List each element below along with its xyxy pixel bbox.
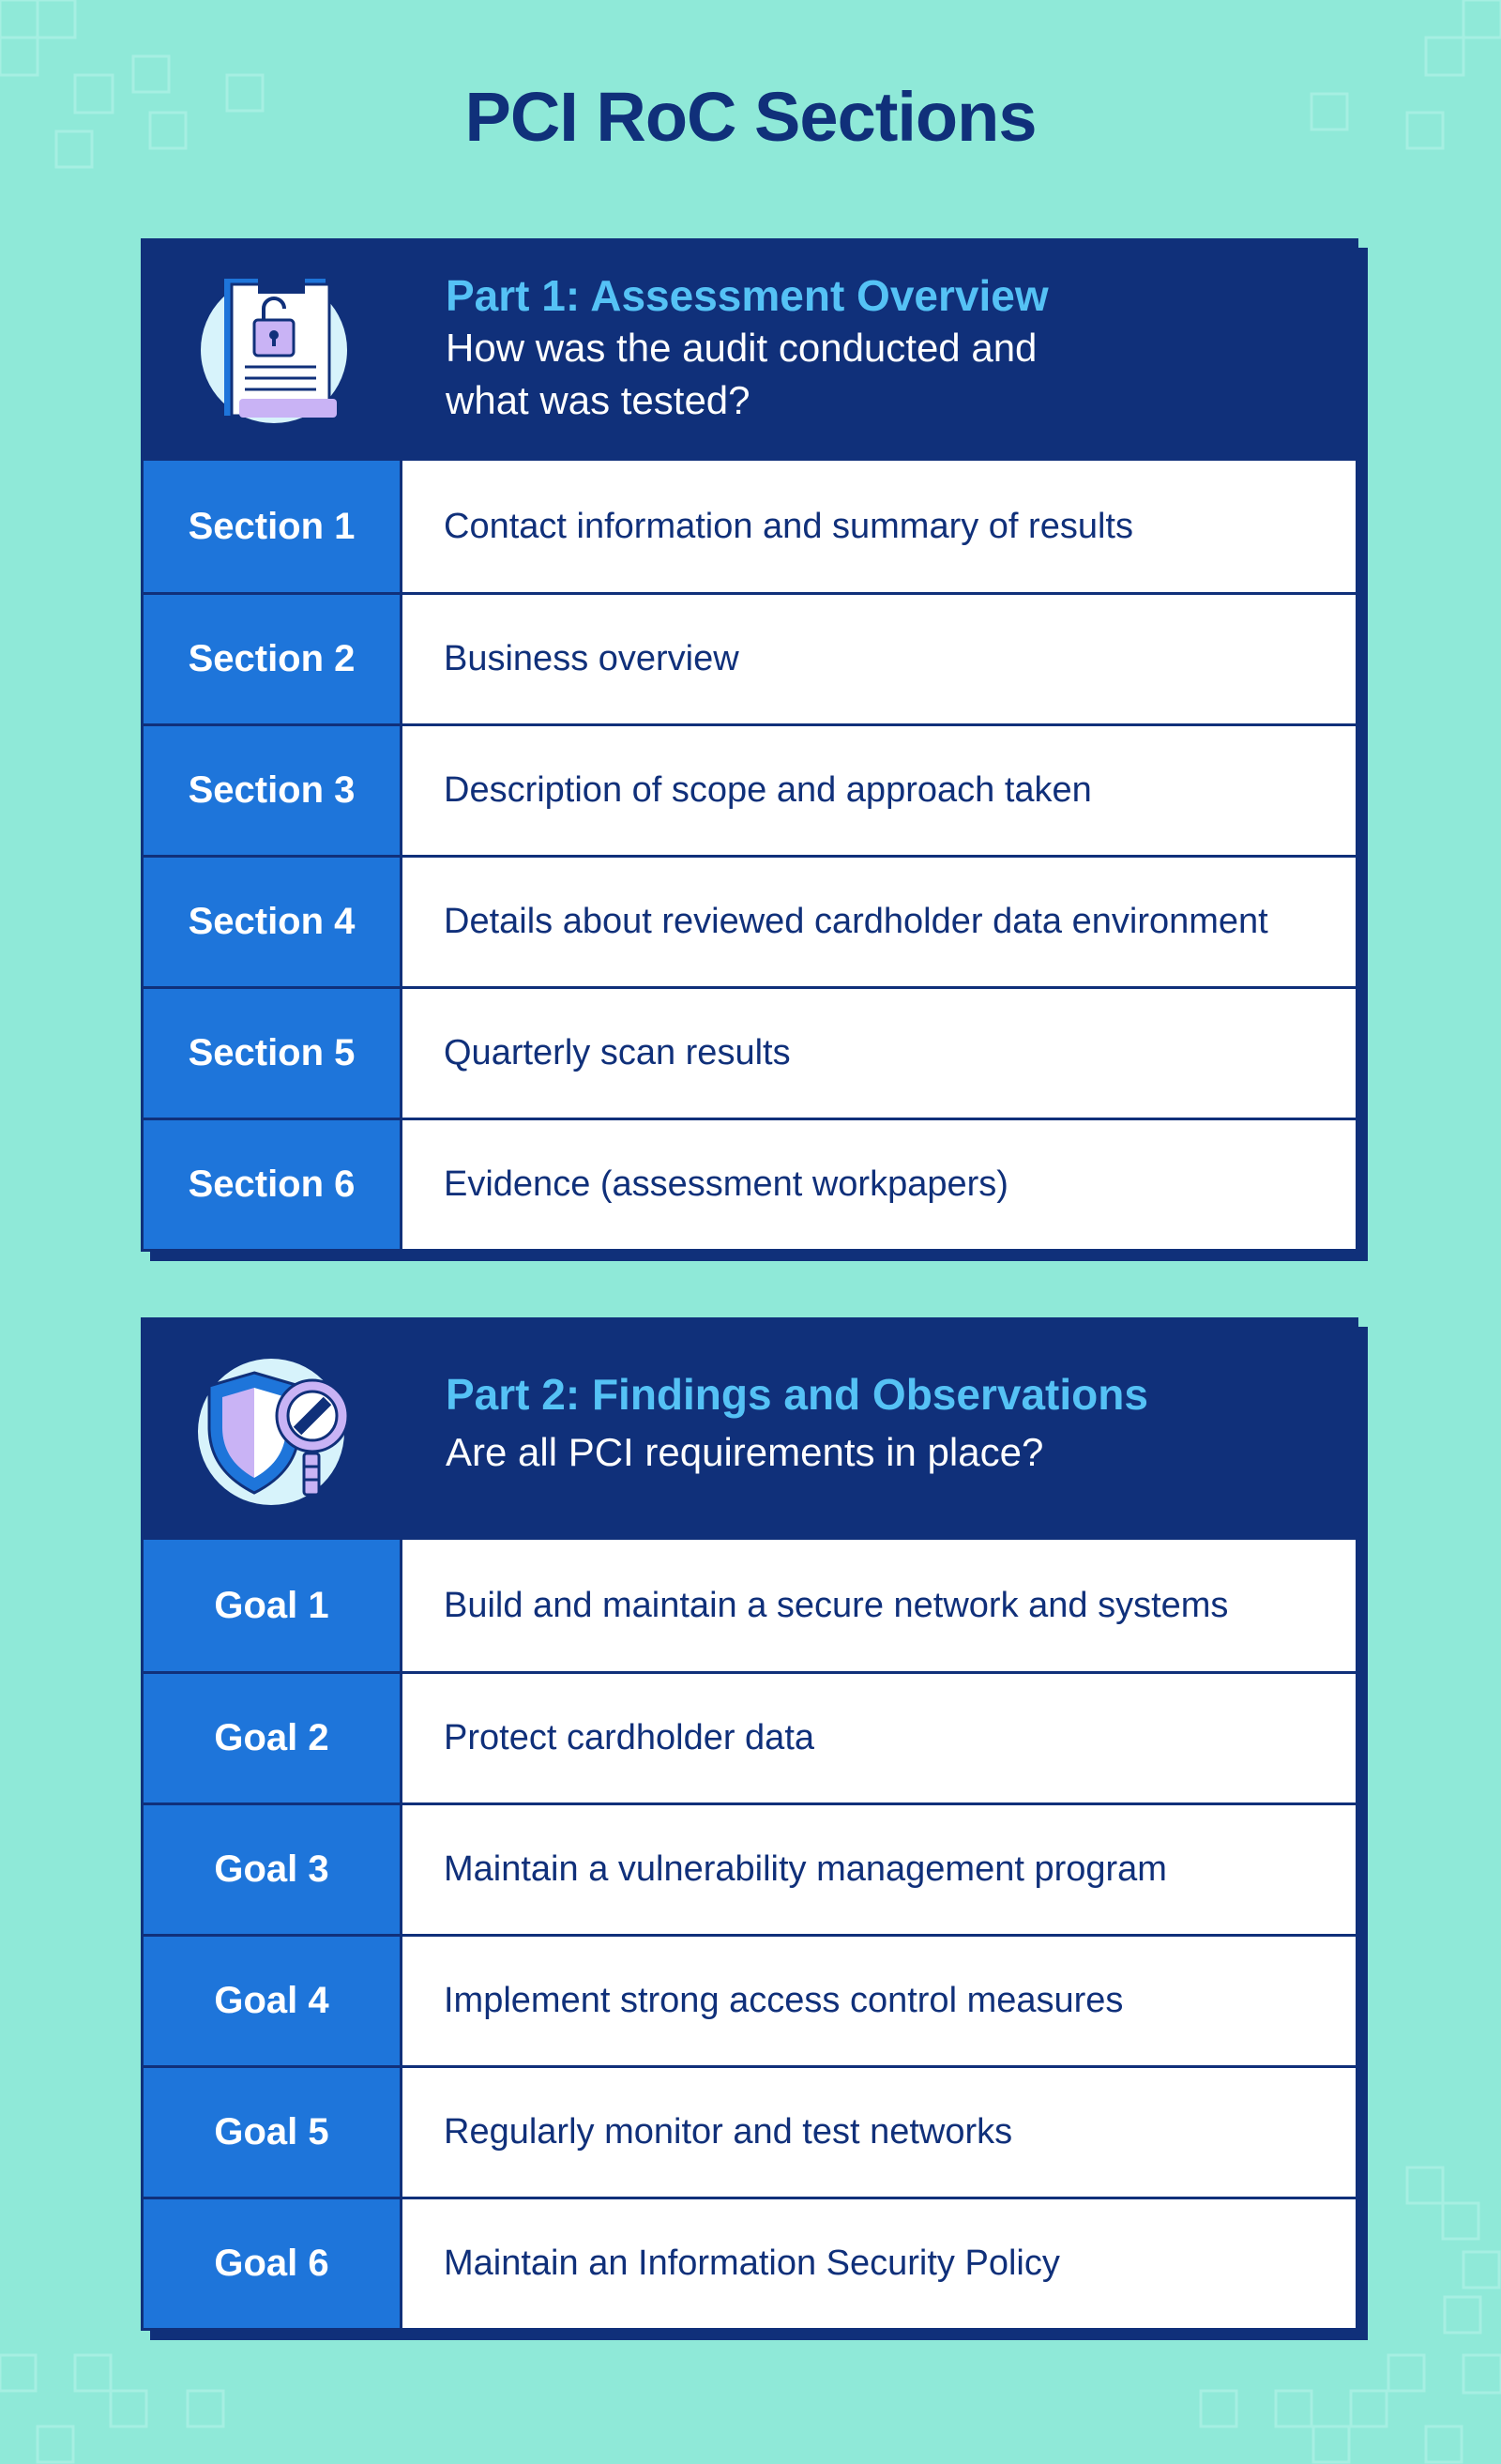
- goal-label: Goal 1: [144, 1540, 402, 1671]
- table-row: [144, 1802, 1356, 1934]
- table-row: [144, 1671, 1356, 1802]
- section-description: Details about reviewed cardholder data environment: [402, 858, 1356, 986]
- section-label: Section 4: [144, 858, 402, 986]
- table-row: [144, 461, 1356, 592]
- section-description: Description of scope and approach taken: [402, 726, 1356, 855]
- goal-label: Goal 5: [144, 2068, 402, 2197]
- table-row: [144, 1934, 1356, 2065]
- part2-card: [141, 1317, 1358, 2331]
- goal-label: Goal 2: [144, 1674, 402, 1802]
- table-row: [144, 986, 1356, 1118]
- goal-description: Maintain a vulnerability management program: [402, 1805, 1356, 1934]
- goal-label: Goal 6: [144, 2199, 402, 2328]
- part1-subtitle-line1: How was the audit conducted and: [446, 326, 1038, 370]
- table-row: [144, 1540, 1356, 1671]
- goal-description: Build and maintain a secure network and systems: [402, 1540, 1356, 1671]
- goal-description: Regularly monitor and test networks: [402, 2068, 1356, 2197]
- table-row: [144, 2065, 1356, 2197]
- goal-description: Implement strong access control measures: [402, 1937, 1356, 2065]
- part2-table: [144, 1540, 1356, 2328]
- goal-description: Protect cardholder data: [402, 1674, 1356, 1802]
- clipboard-lock-icon: [196, 267, 356, 433]
- section-description: Contact information and summary of results: [402, 461, 1356, 592]
- section-label: Section 1: [144, 461, 402, 592]
- table-row: [144, 723, 1356, 855]
- section-label: Section 6: [144, 1120, 402, 1249]
- part1-title: Part 1: Assessment Overview: [446, 271, 1049, 320]
- part2-header: [144, 1320, 1356, 1540]
- section-label: Section 2: [144, 595, 402, 723]
- part2-subtitle: Are all PCI requirements in place?: [446, 1430, 1044, 1474]
- part1-card: [141, 238, 1358, 1252]
- page-title: PCI RoC Sections: [464, 78, 1037, 156]
- goal-label: Goal 3: [144, 1805, 402, 1934]
- section-label: Section 3: [144, 726, 402, 855]
- table-row: [144, 2197, 1356, 2328]
- part1-header: [144, 241, 1356, 461]
- part1-subtitle-line2: what was tested?: [446, 378, 750, 422]
- section-description: Business overview: [402, 595, 1356, 723]
- part1-table: [144, 461, 1356, 1249]
- shield-magnifier-icon: [196, 1352, 356, 1512]
- goal-label: Goal 4: [144, 1937, 402, 2065]
- section-description: Quarterly scan results: [402, 989, 1356, 1118]
- part2-title: Part 2: Findings and Observations: [446, 1370, 1148, 1419]
- goal-description: Maintain an Information Security Policy: [402, 2199, 1356, 2328]
- table-row: [144, 855, 1356, 986]
- table-row: [144, 1118, 1356, 1249]
- section-label: Section 5: [144, 989, 402, 1118]
- section-description: Evidence (assessment workpapers): [402, 1120, 1356, 1249]
- table-row: [144, 592, 1356, 723]
